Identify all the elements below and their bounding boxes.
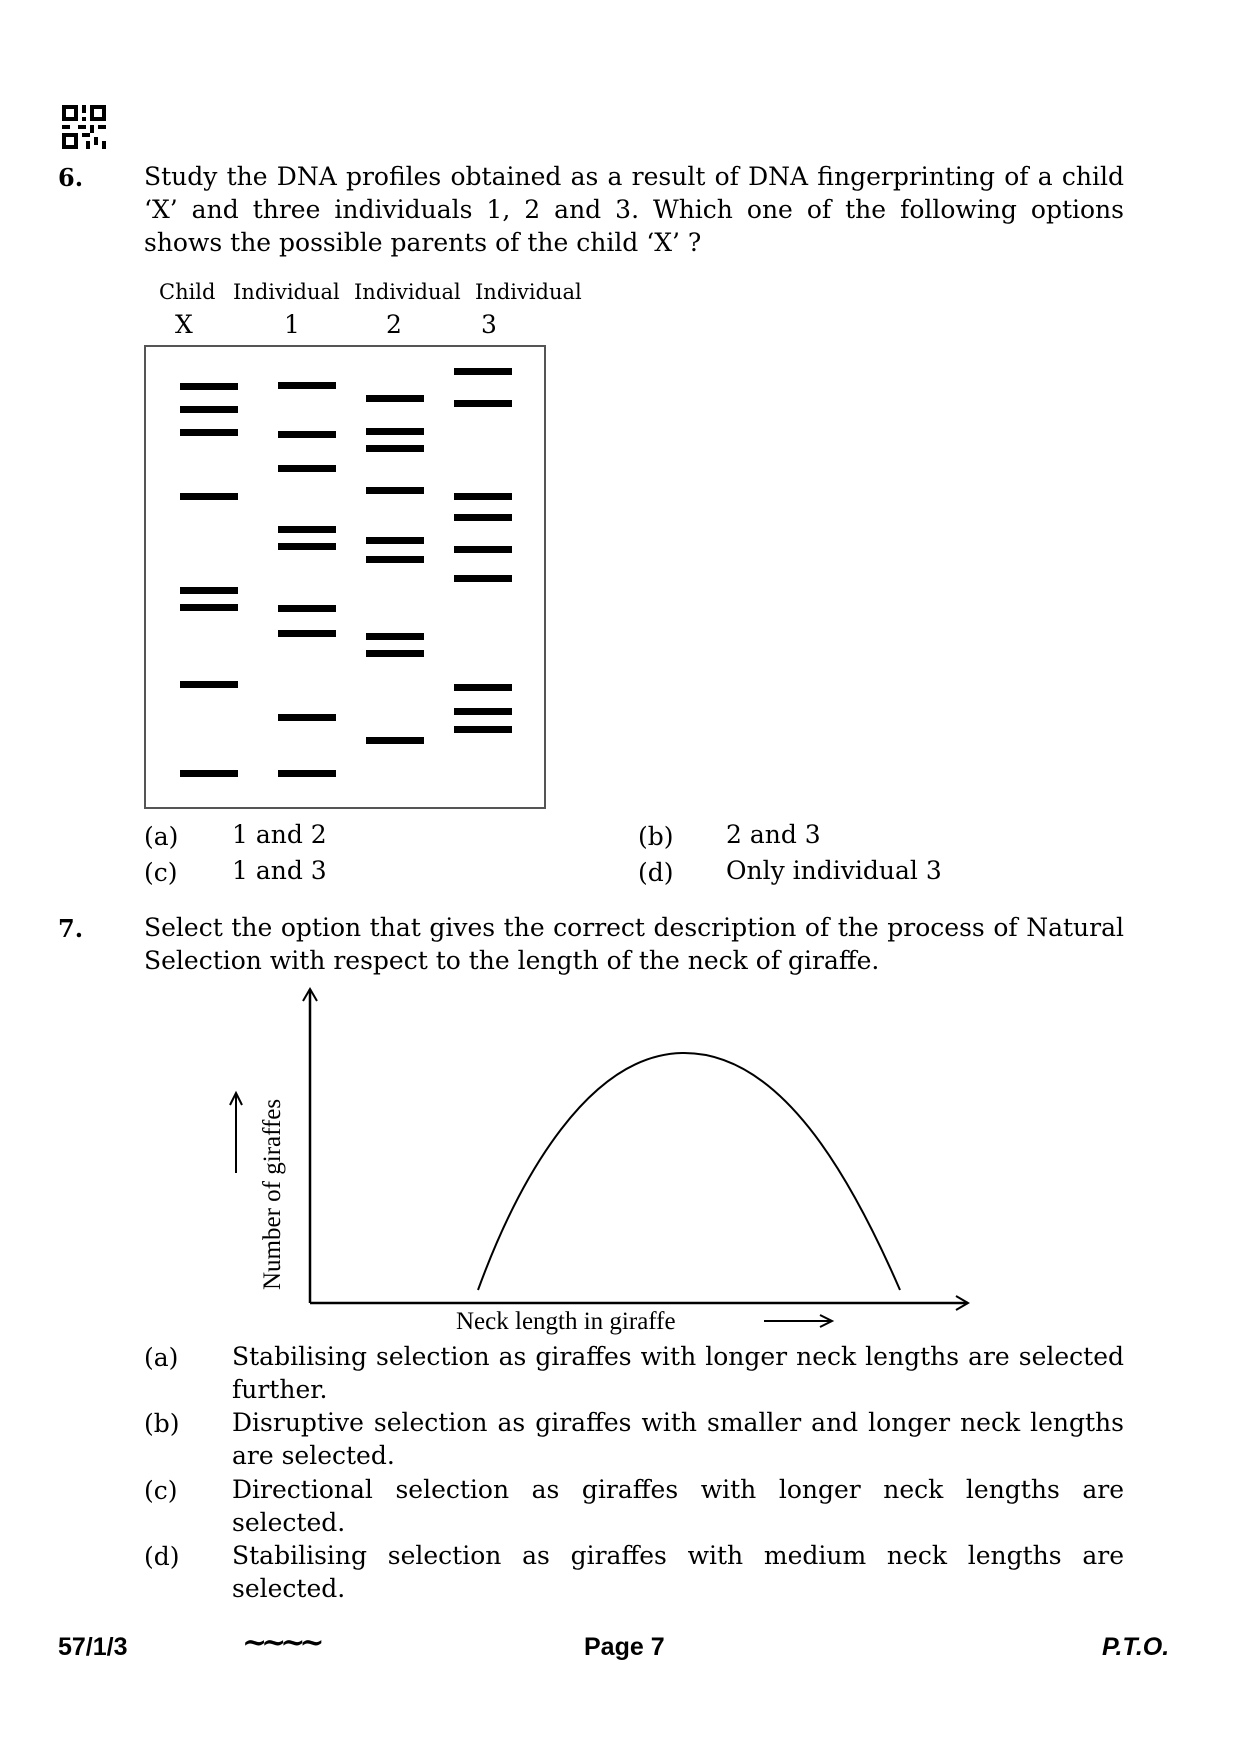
y-axis-label: Number of giraffes [259,1098,286,1290]
dna-band [366,556,424,563]
paper-code: 57/1/3 [58,1633,128,1661]
column-label-x: X [175,310,193,339]
dna-band [366,537,424,544]
column-head-individual-1: Individual [233,280,340,304]
dna-band [454,514,512,521]
qr-code [62,105,106,149]
column-label-3: 3 [481,310,497,339]
dna-fingerprint-gel [144,345,546,809]
dna-band [278,431,336,438]
dna-band [366,650,424,657]
page-number: Page 7 [584,1633,665,1661]
dna-band [366,428,424,435]
q6-option-b-letter: (b) [638,822,674,851]
dna-band [366,395,424,402]
q6-option-c-text[interactable]: 1 and 3 [232,856,327,885]
dna-band [454,708,512,715]
dna-band [366,633,424,640]
dna-band [454,493,512,500]
please-turn-over: P.T.O. [1102,1633,1170,1661]
q6-option-c-letter: (c) [144,858,178,887]
column-label-1: 1 [284,310,300,339]
question-7-text: Select the option that gives the correct description of the process of Natural Selection with respect to the length of the neck of giraffe. [144,913,1124,975]
dna-band [454,546,512,553]
dna-band [278,526,336,533]
q7-option-d-letter: (d) [144,1542,180,1571]
column-label-2: 2 [386,310,402,339]
column-head-individual-3: Individual [475,280,582,304]
neck-length-graph [220,985,980,1335]
q6-option-a-text[interactable]: 1 and 2 [232,820,327,849]
column-head-individual-2: Individual [354,280,461,304]
dna-band [278,382,336,389]
q7-option-a-letter: (a) [144,1343,179,1372]
distribution-curve [478,1053,900,1290]
dna-band [278,543,336,550]
q6-option-b-text[interactable]: 2 and 3 [726,820,821,849]
dna-band [366,737,424,744]
question-6-number: 6. [58,163,84,192]
dna-band [278,605,336,612]
dna-band [180,681,238,688]
dna-band [278,630,336,637]
dna-band [180,587,238,594]
dna-band [180,770,238,777]
dna-band [454,684,512,691]
q7-option-a-text[interactable]: Stabilising selection as giraffes with longer neck lengths are selected further. [232,1342,1124,1404]
dna-band [454,400,512,407]
wave-ornament: ~~~~ [242,1625,319,1660]
q6-option-a-letter: (a) [144,822,179,851]
q7-option-b-letter: (b) [144,1409,180,1438]
dna-band [180,383,238,390]
q7-option-c-text[interactable]: Directional selection as giraffes with longer neck lengths are selected. [232,1475,1124,1537]
dna-band [366,487,424,494]
dna-band [180,493,238,500]
q7-option-b-text[interactable]: Disruptive selection as giraffes with smaller and longer neck lengths are selected. [232,1408,1124,1470]
question-6-text: Study the DNA profiles obtained as a result of DNA fingerprinting of a child ‘X’ and three individuals 1, 2 and 3. Which one of the following options shows the possible parents of the child ‘X’ ? [144,162,1124,257]
dna-band [180,406,238,413]
dna-band [366,445,424,452]
dna-band [278,465,336,472]
dna-band [278,714,336,721]
q7-option-c-letter: (c) [144,1476,178,1505]
q7-option-d-text[interactable]: Stabilising selection as giraffes with medium neck lengths are selected. [232,1541,1124,1603]
dna-band [180,604,238,611]
dna-band [454,726,512,733]
dna-band [454,368,512,375]
dna-band [278,770,336,777]
q6-option-d-letter: (d) [638,858,674,887]
column-head-child: Child [159,280,216,304]
q6-option-d-text[interactable]: Only individual 3 [726,856,942,885]
dna-band [454,575,512,582]
x-axis-label: Neck length in giraffe [456,1308,676,1335]
dna-band [180,429,238,436]
question-7-number: 7. [58,914,84,943]
